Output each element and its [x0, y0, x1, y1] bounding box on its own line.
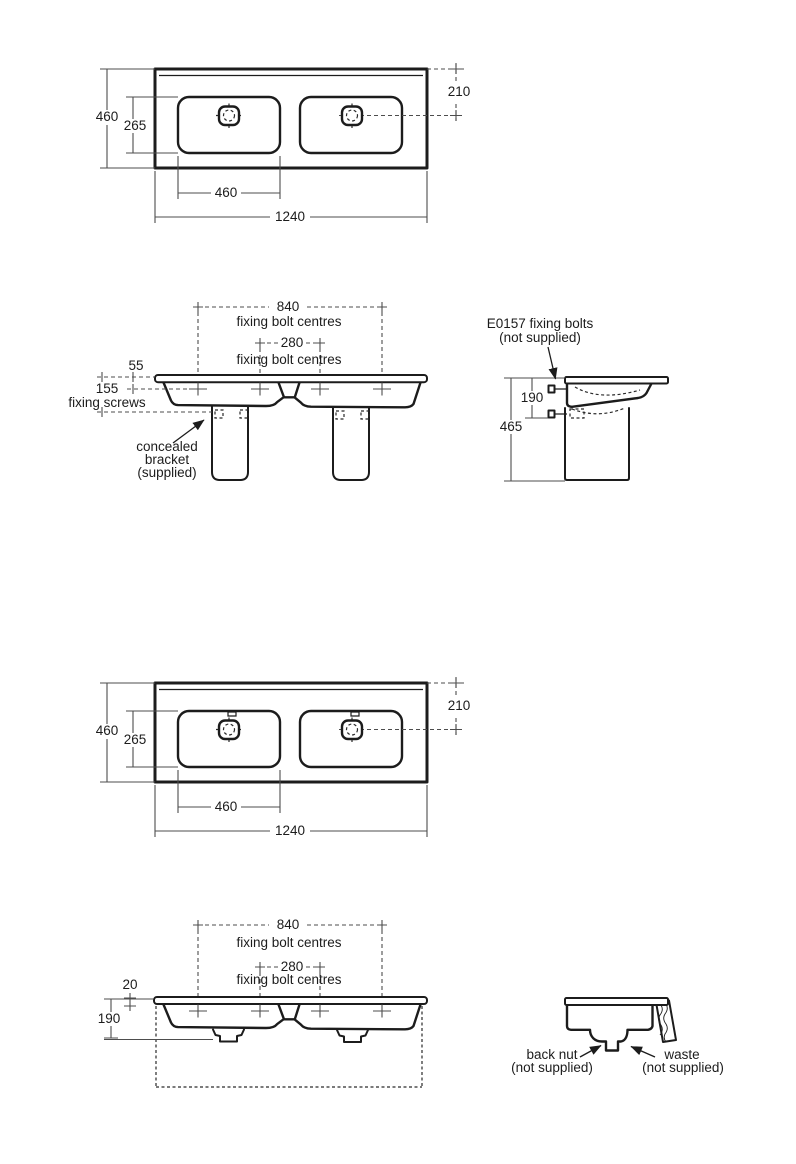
bolt-head-lower — [549, 411, 555, 418]
dim-bolt-centres-outer: 840 — [276, 917, 300, 932]
dim-overall-width: 1240 — [274, 209, 306, 224]
label-bracket-1: concealed — [136, 439, 198, 454]
label-back-nut-1: back nut — [526, 1047, 578, 1062]
label-bracket-3: (supplied) — [137, 465, 197, 480]
dim-overall-width: 1240 — [274, 823, 306, 838]
label-back-nut-2: (not supplied) — [511, 1060, 593, 1075]
fixing-bolts-arrow — [548, 347, 556, 379]
dim-rim-to-bolts: 55 — [128, 358, 144, 373]
rim-front-edge — [155, 375, 427, 382]
dim-rim-to-waste: 190 — [97, 1011, 121, 1026]
dim-rim-to-lower-bolt: 190 — [520, 390, 544, 405]
front-elevation-wall-mounted — [68, 299, 427, 480]
dim-overall-depth: 460 — [95, 723, 119, 738]
dim-bowl-width: 460 — [214, 799, 238, 814]
waste-tab-right — [337, 1030, 368, 1042]
label-fixing-screws: fixing screws — [68, 395, 146, 410]
label-waste-1: waste — [664, 1047, 700, 1062]
back-nut-arrow — [580, 1046, 601, 1058]
dim-overall-depth: 460 — [95, 109, 119, 124]
concealed-bracket-right — [333, 407, 369, 480]
front-elevation-furniture — [98, 917, 427, 1087]
label-fixing-bolts-1: E0157 fixing bolts — [486, 316, 594, 331]
waste-arrow — [631, 1047, 655, 1058]
concealed-bracket-left — [212, 406, 248, 480]
dim-rim-to-screws: 155 — [95, 381, 119, 396]
waste-tab-left — [213, 1030, 244, 1042]
dim-bowl-depth: 265 — [123, 118, 147, 133]
label-waste-2: (not supplied) — [642, 1060, 724, 1075]
dim-bolt-centres-inner: 280 — [280, 335, 304, 350]
label-fixing-bolts-2: (not supplied) — [499, 330, 581, 345]
dim-bowl-width: 460 — [214, 185, 238, 200]
dim-taphole-setback: 210 — [447, 84, 471, 99]
basin-section-outline — [567, 1005, 653, 1051]
dim-bowl-depth: 265 — [123, 732, 147, 747]
plan-view-furniture — [96, 677, 471, 838]
dim-20-lines — [124, 993, 136, 1011]
rim-front-edge — [154, 997, 427, 1004]
rim-section — [565, 998, 668, 1005]
label-bolt-centres-inner: fixing bolt centres — [236, 352, 342, 367]
label-bracket-2: bracket — [144, 452, 190, 467]
waste-detail — [511, 998, 724, 1075]
bolt-head-upper — [549, 386, 555, 393]
label-bolt-centres-outer: fixing bolt centres — [236, 314, 342, 329]
shroud-outline — [565, 408, 629, 480]
dim-rim-thickness: 20 — [122, 977, 138, 992]
dim-bolt-centres-outer: 840 — [276, 299, 300, 314]
rim-side-edge — [565, 377, 668, 384]
side-elevation-wall-mounted — [487, 316, 668, 481]
dim-bolt-centres-inner: 280 — [280, 959, 304, 974]
label-bolt-centres-outer: fixing bolt centres — [236, 935, 342, 950]
dim-rim-to-base: 465 — [499, 419, 523, 434]
dim-taphole-setback: 210 — [447, 698, 471, 713]
label-bolt-centres-inner: fixing bolt centres — [236, 972, 342, 987]
plan-view-wall-mounted — [96, 63, 471, 224]
